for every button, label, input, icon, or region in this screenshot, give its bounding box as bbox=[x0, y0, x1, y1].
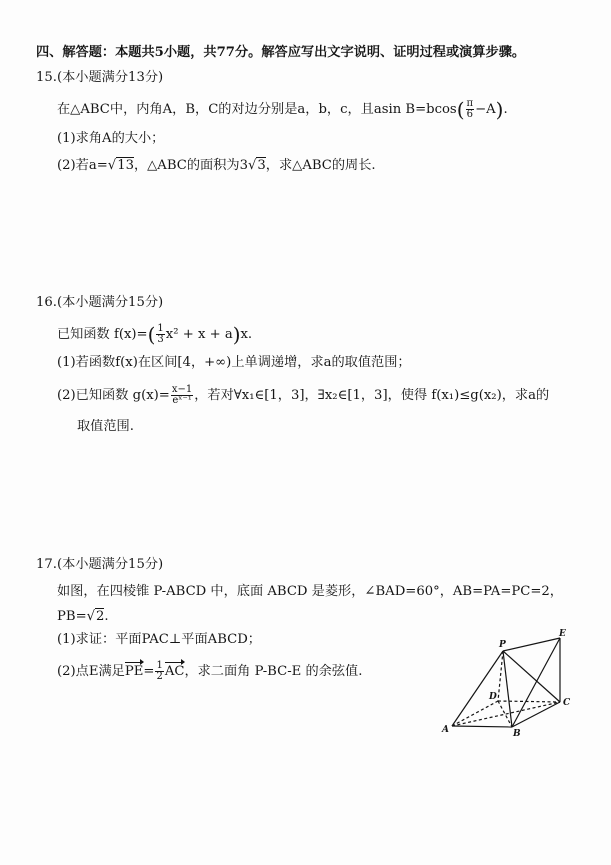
q17-part2-frac: $\frac{1}{2}$ bbox=[156, 660, 163, 682]
label-a: A bbox=[442, 725, 449, 735]
label-b: B bbox=[513, 729, 521, 739]
edge-pc bbox=[503, 651, 560, 702]
edge-pe bbox=[503, 638, 560, 651]
edge-dc bbox=[498, 701, 560, 702]
q15-part1: (1)求角A的大小； bbox=[57, 131, 165, 146]
q17-part1: (1)求证：平面PAC⊥平面ABCD； bbox=[57, 632, 261, 647]
q15-stem-frac: $\frac{\pi}{6}$ bbox=[466, 98, 474, 120]
edge-ad bbox=[452, 701, 498, 726]
q15-title: 15.(本小题满分13分) bbox=[36, 70, 164, 85]
edge-pa bbox=[452, 651, 503, 726]
q15-stem-text: 在△ABC中，内角A，B，C的对边分别是a，b，c，且asin B=bcos bbox=[57, 102, 457, 117]
label-e: E bbox=[559, 629, 566, 639]
q16-part2-frac: $\frac{x-1}{\text{eˣ⁻¹}}$ bbox=[171, 384, 193, 406]
q16-part2: (2)已知函数 g(x)= $\frac{x-1}{\text{eˣ⁻¹}}$ ，若对∀x₁∈[1，3]，∃x₂∈[1，3]，使得 f(x₁)≤g(x₂)，求a的 bbox=[57, 384, 550, 406]
label-p: P bbox=[499, 640, 506, 650]
q16-title: 16.(本小题满分15分) bbox=[36, 295, 164, 310]
edge-ac bbox=[452, 702, 560, 726]
q16-stem: 已知函数 f(x)=( $\frac{1}{3}$ x² + x + a)x. bbox=[57, 322, 253, 347]
label-d: D bbox=[489, 692, 497, 702]
q15-stem: 在△ABC中，内角A，B，C的对边分别是a，b，c，且asin B=bcos( $\frac{\pi}{6}$ −A). bbox=[57, 97, 508, 122]
q16-part1: (1)若函数f(x)在区间[4，+∞)上单调递增，求a的取值范围； bbox=[57, 355, 411, 370]
label-c: C bbox=[563, 698, 571, 708]
q15-stem-tail: −A bbox=[475, 102, 496, 117]
edge-ab bbox=[452, 726, 512, 727]
edge-pb bbox=[503, 651, 512, 727]
q17-title: 17.(本小题满分15分) bbox=[36, 557, 164, 572]
q17-stem: 如图，在四棱锥 P-ABCD 中，底面 ABCD 是菱形，∠BAD=60°，AB=PA=PC=2， bbox=[57, 584, 563, 599]
q17-stem-cont: PB=√2. bbox=[57, 609, 109, 624]
edge-pd bbox=[498, 651, 503, 701]
q15-part2: (2)若a=√13，△ABC的面积为3√3，求△ABC的周长. bbox=[57, 158, 376, 173]
vector-ac: AC bbox=[164, 664, 185, 679]
q16-stem-frac: $\frac{1}{3}$ bbox=[157, 323, 164, 345]
vector-pe: PE bbox=[124, 664, 144, 679]
q17-part2: (2)点E满足PE= $\frac{1}{2}$ AC，求二面角 P-BC-E 的余弦值. bbox=[57, 660, 363, 682]
edge-eb bbox=[512, 638, 560, 727]
q16-part2-cont: 取值范围. bbox=[77, 419, 134, 434]
section-header: 四、解答题：本题共5小题，共77分。解答应写出文字说明、证明过程或演算步骤。 bbox=[36, 45, 526, 60]
pyramid-figure bbox=[432, 628, 580, 740]
